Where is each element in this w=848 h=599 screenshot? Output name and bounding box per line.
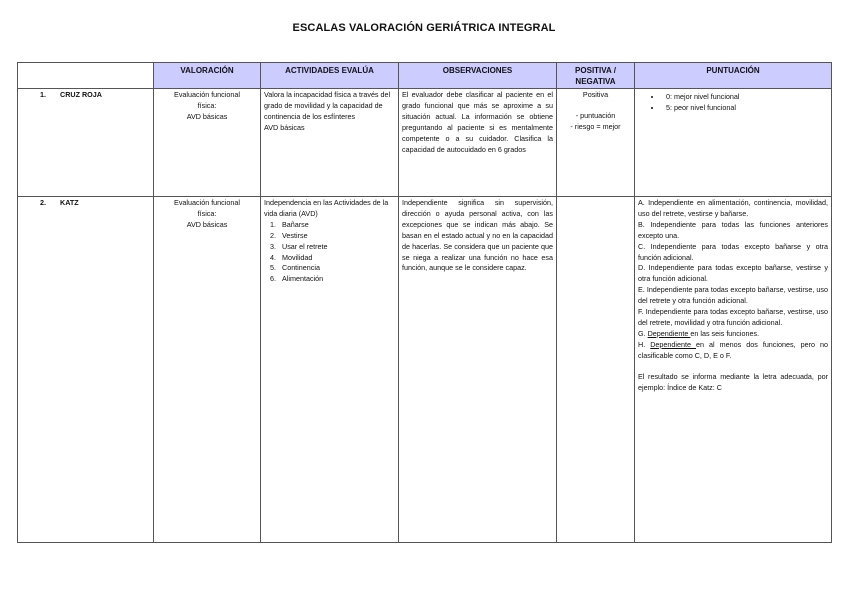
valoracion-cell [154,197,261,543]
list-item: 1. Bañarse [278,220,395,231]
score-e: E. Independiente para todas excepto bañarse, vestirse, uso del retrete y otra función adicional. [638,285,828,306]
positiva-detail: - puntuación [575,110,616,120]
actividades-extra: AVD básicas [264,122,305,132]
table-header-row [18,63,832,89]
list-item: 6. Alimentación [278,274,395,285]
row-number: 1. [40,90,46,99]
valoracion-line: Evaluación funcional [174,90,240,99]
header-positiva-negativa: POSITIVA / NEGATIVA [557,63,635,89]
observaciones-text: El evaluador debe clasificar al paciente en el grado funcional que más se aproxime a su situación actual. La información se obtiene preguntando al paciente si es mentalmente competente o a su cuidador. Clasifica la capacidad de autocuidado en 6 grados [402,90,553,154]
score-g [638,329,828,340]
puntuacion-cell [635,89,832,197]
document-title: ESCALAS VALORACIÓN GERIÁTRICA INTEGRAL [292,22,556,34]
row-name: KATZ [60,198,79,207]
list-item: 3. Usar el retrete [278,242,395,253]
list-item: 5. Continencia [278,263,395,274]
row-name: CRUZ ROJA [60,90,102,99]
positiva-detail: - riesgo = mejor [570,121,621,131]
valoracion-line: física: [197,208,217,218]
puntuacion-list [638,92,828,114]
spacer [638,362,828,372]
valoracion-line: AVD básicas [186,111,228,121]
positiva-cell [557,197,635,543]
score-g-prefix: G. [638,328,648,338]
scales-table [17,62,832,543]
valoracion-line: AVD básicas [186,219,228,229]
spacer [560,101,631,111]
score-g-underline: Dependiente [647,328,691,338]
observaciones-text: Independiente significa sin supervisión, dirección o ayuda personal activa, con las excepciones que se indican más abajo. Se basan en el estado actual y no en la capacidad de hacerlas. Se considera que un paciente que se niega a realizar una función no hace esa función, aunque se le considere capaz. [402,198,553,273]
puntuacion-cell [635,197,832,543]
table-row [18,197,832,543]
score-c: C. Independiente para todas excepto bañarse y otra función adicional. [638,241,828,262]
header-observaciones: OBSERVACIONES [399,63,557,89]
row-name-cell [18,89,154,197]
score-f: F. Independiente para todas excepto bañarse, vestirse, uso del retrete, movilidad y otra función adicional. [638,307,828,327]
valoracion-cell [154,89,261,197]
list-item: • 0: mejor nivel funcional [662,92,828,103]
list-item: 2. Vestirse [278,231,395,242]
observaciones-cell [399,197,557,543]
table-row [18,89,832,197]
score-result: El resultado se informa mediante la letra adecuada, por ejemplo: Índice de Katz: C [638,371,828,392]
score-h-underline: Dependiente [650,339,696,349]
list-item: 4. Movilidad [278,253,395,264]
score-h-prefix: H. [638,339,651,349]
positiva-cell [557,89,635,197]
list-item: • 5: peor nivel funcional [662,103,828,114]
header-actividades: ACTIVIDADES EVALÚA [261,63,399,89]
score-a: A. Independiente en alimentación, continencia, movilidad, uso del retrete, vestirse y bañarse. [638,198,828,218]
actividades-intro: Independencia en las Actividades de la vida diaria (AVD) [264,198,389,218]
row-name-cell [18,197,154,543]
score-h [638,340,828,362]
actividades-cell [261,197,399,543]
observaciones-cell [399,89,557,197]
actividades-list [264,220,395,285]
score-d: D. Independiente para todas excepto bañarse, vestirse y otra función adicional. [638,263,828,284]
actividades-text: Valora la incapacidad física a través del grado de movilidad y la capacidad de continencia de los esfínteres [264,90,391,121]
header-puntuacion: PUNTUACIÓN [635,63,832,89]
row-number: 2. [40,198,46,207]
valoracion-line: física: [197,100,217,110]
valoracion-line: Evaluación funcional [174,198,240,207]
score-h-rest: en al menos dos funciones, pero no clasificable como C, D, E o F. [638,339,828,360]
header-valoracion: VALORACIÓN [154,63,261,89]
score-b: B. Independiente para todas las funciones anteriores excepto una. [638,219,828,240]
positiva-label: Positiva [582,90,609,99]
actividades-cell [261,89,399,197]
header-blank [18,63,154,89]
score-g-rest: en las seis funciones. [690,328,760,338]
